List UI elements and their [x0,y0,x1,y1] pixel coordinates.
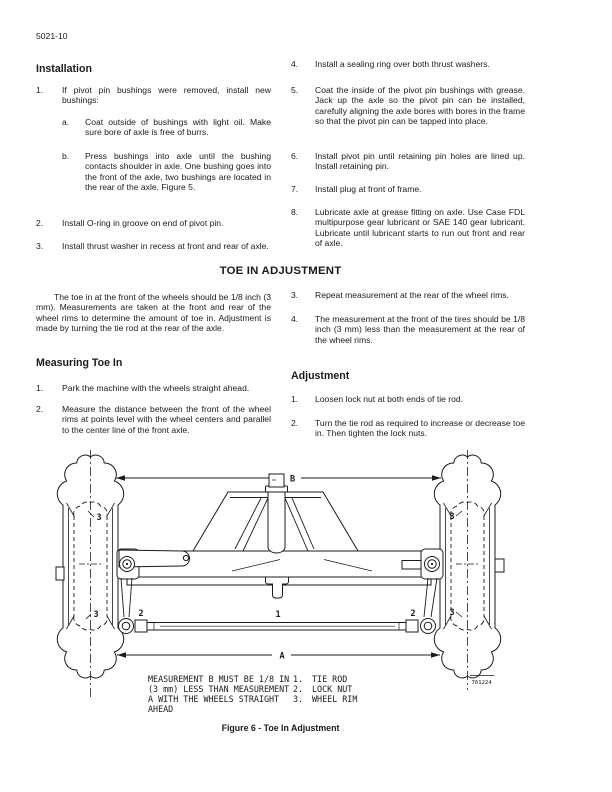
subsection-title-adjustment: Adjustment [291,370,350,382]
callout-wheel-rim: 3 [449,512,455,522]
item-number: 1. [36,383,44,393]
note-line: MEASUREMENT B MUST BE 1/8 IN [148,674,290,684]
figure-caption: Figure 6 - Toe In Adjustment [221,723,340,733]
item-text: Coat outside of bushings with light oil. Make sure bore of axle is free of burrs. [85,117,271,138]
dim-label-b: B [289,474,296,485]
callout-wheel-rim: 3 [96,513,102,523]
item-number: 8. [291,207,299,217]
item-text: Coat the inside of the pivot pin bushings with grease. Jack up the axle so the pivot pin can be installed, carefully aligning the axle bores with bores in the frame so that the pivot pin can be tapped into place. [315,85,525,127]
legend-label: WHEEL RIM [312,694,358,704]
callout-lock-nut-left: 2 [138,609,144,619]
item-text: Install a sealing ring over both thrust washers. [315,59,490,69]
item-number: 3. [291,290,299,300]
figure-legend [293,674,357,704]
item-text: If pivot pin bushings were removed, install new bushings: [62,85,271,106]
item-text: Repeat measurement at the rear of the wheel rims. [315,290,509,300]
item-text: Install plug at front of frame. [315,184,422,194]
section-title-toe-in-adjustment: TOE IN ADJUSTMENT [219,265,342,277]
legend-number: 1. [293,674,304,684]
note-line: A WITH THE WHEELS STRAIGHT [148,694,280,704]
item-number: 5. [291,85,299,95]
page-number: 5021-10 [36,31,68,41]
callout-tie-rod: 1 [275,610,281,620]
item-text: Turn the tie rod as required to increase or decrease toe in. Then tighten the lock nuts. [315,418,525,439]
legend-number: 3. [293,694,304,704]
item-text: Install O-ring in groove on end of pivot pin. [62,218,224,228]
pivot-pin-cap [269,474,284,487]
plug-fitting [266,577,289,598]
pivot-pin-cylinder [268,491,285,553]
callout-lock-nut-right: 2 [410,609,416,619]
item-text: Loosen lock nut at both ends of tie rod. [315,394,464,404]
item-number: 6. [291,151,299,161]
item-number: 2. [36,404,44,414]
figure-note [148,674,289,714]
dim-label-a: A [279,651,285,662]
section-title-installation: Installation [36,63,92,75]
tie-rod-assembly [119,619,436,634]
note-line: (3 mm) LESS THAN MEASUREMENT [148,684,290,694]
note-line: AHEAD [148,704,174,714]
lock-nut-left [135,620,147,632]
item-letter: b. [62,151,70,161]
item-text: Lubricate axle at grease fitting on axle. Use Case FDL multipurpose gear lubricant or SAE 140 gear lubricant. Lubricate until lubricant starts to run out front and rear of axle. [315,207,525,249]
item-letter: a. [62,117,70,127]
item-number: 4. [291,314,299,324]
axle-right-tab [495,559,504,572]
toe-in-intro-paragraph: The toe in at the front of the wheels should be 1/8 inch (3 mm). Measurements are taken at the front and rear of the wheel rims to determine the amount of toe in. Adjustment is made by turning the tie rod at the rear of the axle. [36,292,271,334]
subsection-title-measuring-toe-in: Measuring Toe In [36,357,123,369]
callout-wheel-rim: 3 [93,610,99,620]
item-text: Press bushings into axle until the bushing contacts shoulder in axle. One bushing goes into the front of the axle, two bushings are located in the rear of the axle, Figure 5. [85,151,271,193]
steering-slot-right [402,561,421,570]
lock-nut-right [406,620,418,632]
callout-wheel-rim: 3 [449,608,455,618]
figure-ref-number: 761224 [471,680,492,686]
item-number: 4. [291,59,299,69]
item-text: Park the machine with the wheels straight ahead. [62,383,250,393]
item-number: 1. [36,85,44,95]
ball-joint-left [119,619,134,634]
ball-joint-right [421,619,436,634]
item-text: The measurement at the front of the tires should be 1/8 inch (3 mm) less than the measurement at the rear of the wheel rims. [315,314,525,345]
legend-label: LOCK NUT [312,684,353,694]
item-number: 3. [36,241,44,251]
axle-left-tab [56,567,64,580]
legend-number: 2. [293,684,304,694]
item-number: 2. [291,418,299,428]
item-number: 7. [291,184,299,194]
legend-label: TIE ROD [312,674,348,684]
item-number: 1. [291,394,299,404]
item-text: Install pivot pin until retaining pin holes are lined up. Install retaining pin. [315,151,525,172]
item-text: Measure the distance between the front of the wheel rims at points level with the wheel centers and parallel to the center line of the front axle. [62,404,271,435]
item-number: 2. [36,218,44,228]
item-text: Install thrust washer in recess at front and rear of axle. [62,241,269,251]
